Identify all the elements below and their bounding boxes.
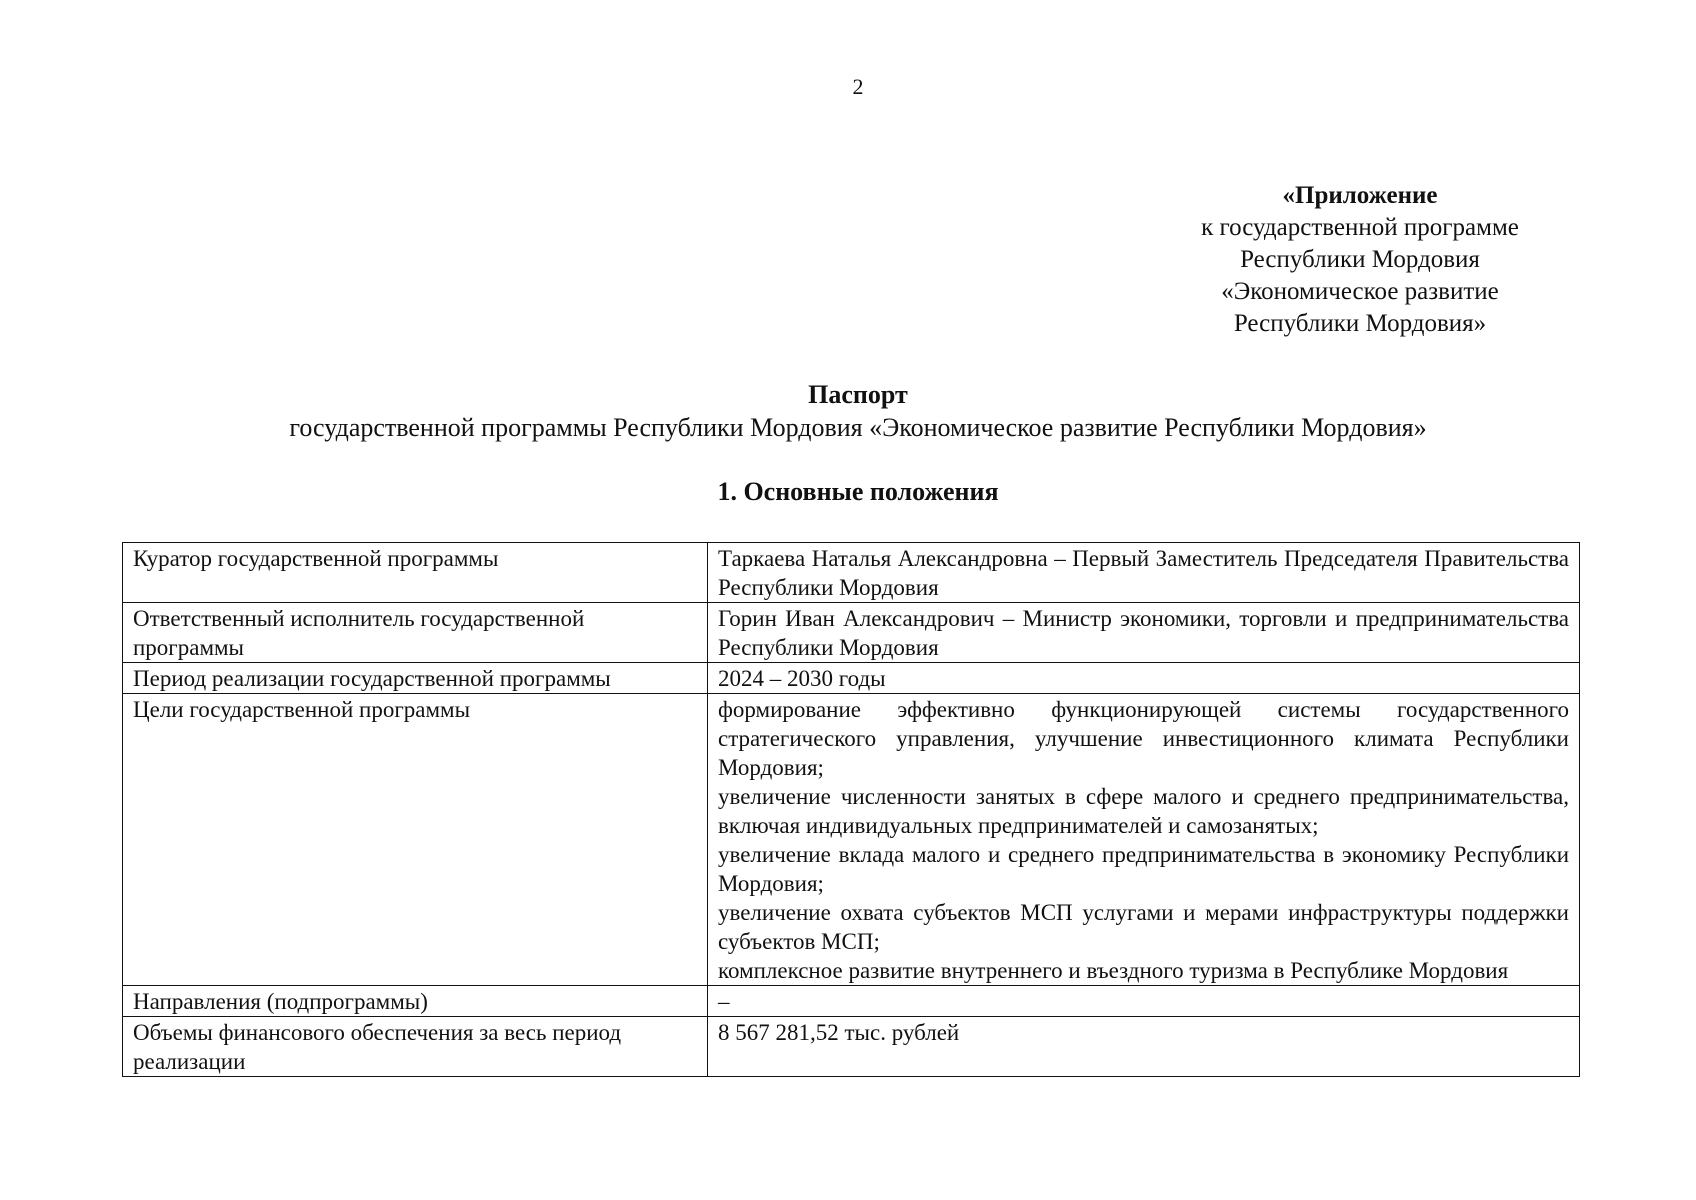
row-label: Направления (подпрограммы): [123, 986, 708, 1017]
row-label: Период реализации государственной программы: [123, 663, 708, 694]
table-row: [123, 543, 1580, 603]
appendix-block: [1130, 180, 1590, 340]
table-row: [123, 603, 1580, 663]
goal-item: формирование эффективно функционирующей системы государственного стратегического управления, улучшение инвестиционного климата Республики Мордовия;: [718, 697, 1569, 780]
appendix-line: Республики Мордовия: [1240, 246, 1480, 273]
row-value: Горин Иван Александрович – Министр экономики, торговли и предпринимательства Республики Мордовия: [708, 603, 1580, 663]
row-label: Объемы финансового обеспечения за весь период реализации: [123, 1017, 708, 1077]
table-row: [123, 694, 1580, 986]
row-value: Таркаева Наталья Александровна – Первый Заместитель Председателя Правительства Республики Мордовия: [708, 543, 1580, 603]
table-row: [123, 1017, 1580, 1077]
table-row: [123, 986, 1580, 1017]
row-value: 8 567 281,52 тыс. рублей: [708, 1017, 1580, 1077]
appendix-line: «Экономическое развитие: [1221, 278, 1499, 305]
row-label: Куратор государственной программы: [123, 543, 708, 603]
goal-item: комплексное развитие внутреннего и въездного туризма в Республике Мордовия: [718, 958, 1509, 983]
passport-table: [122, 542, 1580, 1077]
page-number: 2: [852, 74, 864, 99]
goal-item: увеличение охвата субъектов МСП услугами и мерами инфраструктуры поддержки субъектов МСП;: [718, 900, 1569, 954]
section-title: 1. Основные положения: [717, 477, 999, 506]
appendix-title: «Приложение: [1282, 182, 1438, 209]
goals-cell: [708, 694, 1580, 986]
passport-subtitle: государственной программы Республики Мордовия «Экономическое развитие Республики Мордовия»: [289, 413, 1427, 442]
goal-item: увеличение вклада малого и среднего предпринимательства в экономику Республики Мордовия;: [718, 842, 1569, 896]
row-label: Цели государственной программы: [123, 694, 708, 986]
goal-item: увеличение численности занятых в сфере малого и среднего предпринимательства, включая индивидуальных предпринимателей и самозанятых;: [718, 784, 1569, 838]
table-row: [123, 663, 1580, 694]
appendix-line: Республики Мордовия»: [1233, 310, 1487, 337]
row-label: Ответственный исполнитель государственной программы: [123, 603, 708, 663]
row-value: –: [708, 986, 1580, 1017]
row-value: 2024 – 2030 годы: [708, 663, 1580, 694]
appendix-line: к государственной программе: [1201, 214, 1519, 241]
passport-title: Паспорт: [808, 380, 908, 409]
